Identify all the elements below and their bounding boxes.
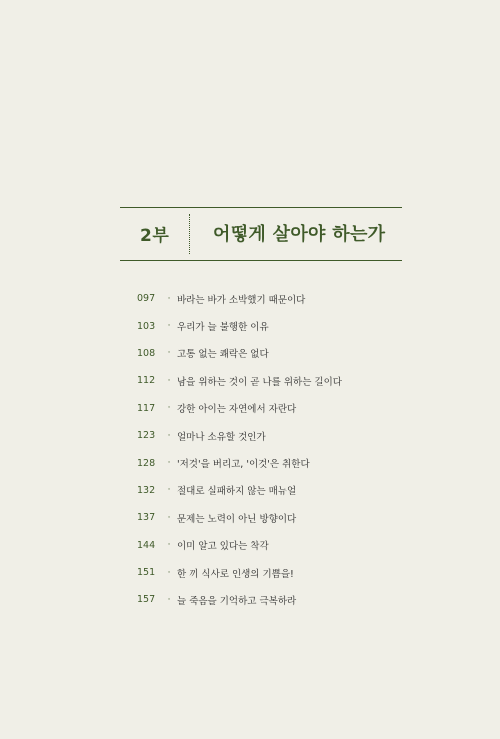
toc-item[interactable] [137,477,342,504]
toc-title: 이미 알고 있다는 착각 [177,541,269,553]
toc-bullet: · [167,321,171,332]
toc-bullet: · [167,512,171,523]
toc-item[interactable] [137,367,342,394]
toc-page-number: 128 [137,457,156,469]
toc-title: 강한 아이는 자연에서 자란다 [177,404,297,416]
part-header [120,207,402,261]
toc-title: 문제는 노력이 아닌 방향이다 [177,513,297,525]
toc-page-number: 097 [137,293,156,305]
toc-title: 얼마나 소유할 것인가 [177,431,266,443]
toc-page-number: 108 [137,347,156,359]
toc-title: 고통 없는 쾌락은 없다 [177,349,269,361]
toc-page-number: 132 [137,484,156,496]
toc-title: 우리가 늘 불행한 이유 [177,322,269,334]
toc-bullet: · [167,458,171,469]
toc-title: 남을 위하는 것이 곧 나를 위하는 길이다 [177,376,342,388]
part-divider [189,214,190,254]
toc-page-number: 151 [137,567,156,579]
toc-item[interactable] [137,285,342,312]
toc-page-number: 112 [137,375,156,387]
toc-item[interactable] [137,340,342,367]
toc-title: 바라는 바가 소박했기 때문이다 [177,294,306,306]
toc-title: 늘 죽음을 기억하고 극복하라 [177,595,297,607]
toc-item[interactable] [137,532,342,559]
toc-list [137,285,342,614]
toc-title: 절대로 실패하지 않는 매뉴얼 [177,486,297,498]
toc-item[interactable] [137,586,342,613]
toc-bullet: · [167,403,171,414]
toc-bullet: · [167,375,171,386]
toc-bullet: · [167,430,171,441]
toc-title: 한 끼 식사로 인생의 기쁨을! [177,568,294,580]
toc-item[interactable] [137,312,342,339]
toc-page-number: 157 [137,594,156,606]
toc-item[interactable] [137,395,342,422]
toc-bullet: · [167,567,171,578]
toc-bullet: · [167,485,171,496]
toc-item[interactable] [137,559,342,586]
toc-page-number: 123 [137,430,156,442]
toc-item[interactable] [137,422,342,449]
toc-bullet: · [167,293,171,304]
toc-bullet: · [167,540,171,551]
part-title: 어떻게 살아야 하는가 [213,224,386,245]
toc-item[interactable] [137,504,342,531]
toc-bullet: · [167,348,171,359]
toc-page-number: 137 [137,512,156,524]
toc-page-number: 103 [137,320,156,332]
toc-bullet: · [167,594,171,605]
toc-item[interactable] [137,449,342,476]
part-number: 2부 [140,226,170,246]
toc-page-number: 144 [137,539,156,551]
toc-page-number: 117 [137,402,156,414]
toc-title: '저것'을 버리고, '이것'은 취한다 [177,459,310,471]
